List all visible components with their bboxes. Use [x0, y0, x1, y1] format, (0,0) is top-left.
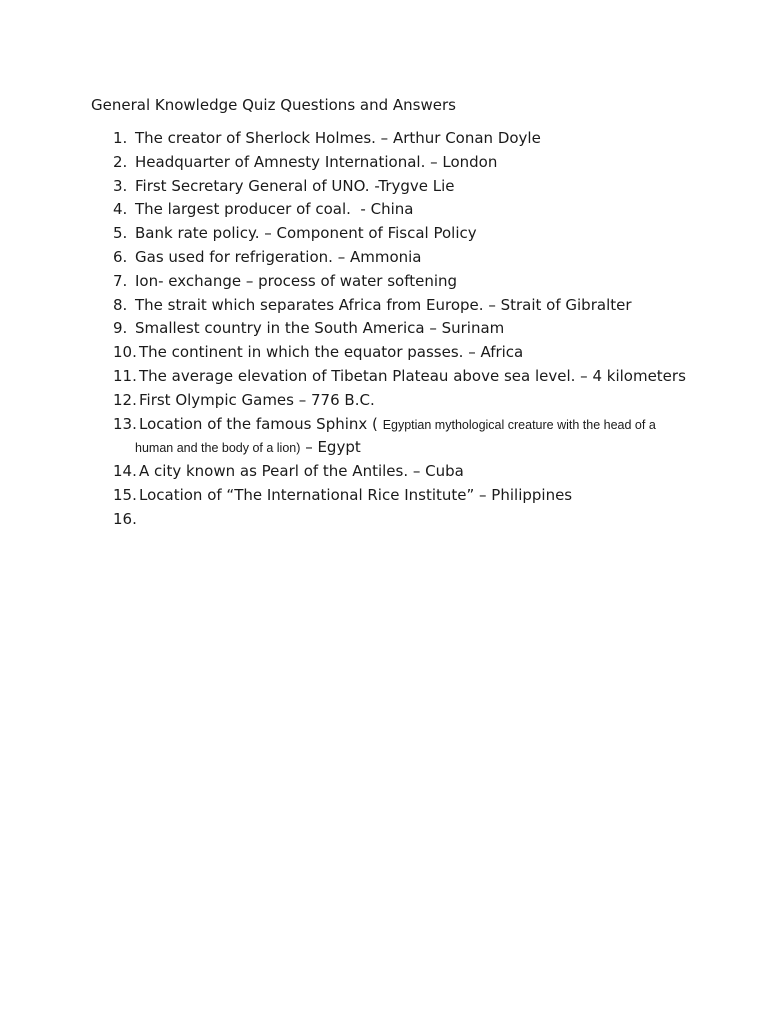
list-item-number: 13.: [113, 414, 137, 433]
list-item: [0, 222, 768, 246]
list-item-number: 12.: [113, 390, 137, 409]
list-item-text: The creator of Sherlock Holmes. – Arthur Conan Doyle: [135, 129, 541, 147]
list-item: [0, 151, 768, 175]
list-item: [0, 294, 768, 318]
list-item: [0, 413, 768, 461]
list-item: [0, 317, 768, 341]
list-item-text: A city known as Pearl of the Antiles. – Cuba: [139, 462, 464, 481]
list-item-number: 5.: [113, 224, 128, 243]
list-item-text: Bank rate policy. – Component of Fiscal Policy: [135, 224, 477, 243]
list-item-number: 3.: [113, 176, 128, 195]
list-item-text: Headquarter of Amnesty International. – London: [135, 152, 498, 171]
list-item: [0, 270, 768, 294]
list-item-text: The strait which separates Africa from Europe. – Strait of Gibralter: [135, 295, 632, 314]
list-item-note-continued: human and the body of a lion): [135, 441, 301, 456]
list-item-number: 15.: [113, 485, 137, 504]
list-item-number: 9.: [113, 319, 128, 338]
list-item-text: The largest producer of coal. - China: [135, 200, 414, 219]
list-item-number: 14.: [113, 462, 137, 481]
list-item-note: Egyptian mythological creature with the head of a: [382, 417, 656, 432]
list-item: [0, 175, 768, 199]
list-item: [0, 389, 768, 413]
list-item-number: 1.: [113, 129, 128, 147]
list-item: [0, 365, 768, 389]
list-item-text: Gas used for refrigeration. – Ammonia: [135, 247, 422, 266]
list-item: [0, 246, 768, 270]
list-item-number: 10.: [113, 343, 137, 362]
list-item-number: 4.: [113, 200, 128, 219]
list-item-text: First Olympic Games – 776 B.C.: [139, 390, 375, 409]
quiz-list: [0, 127, 768, 532]
list-item-text-line2: [135, 436, 361, 461]
list-item-number: 2.: [113, 152, 128, 171]
list-item-text-line1: [139, 413, 656, 438]
list-item: [0, 341, 768, 365]
list-item-number: 7.: [113, 271, 128, 290]
list-item-text: Smallest country in the South America – Surinam: [135, 319, 505, 338]
list-item-number: 8.: [113, 295, 128, 314]
list-item-text: Ion- exchange – process of water softening: [135, 271, 458, 290]
list-item: [0, 508, 768, 532]
list-item-number: 16.: [113, 509, 137, 528]
list-item-text-tail: – Egypt: [305, 438, 361, 457]
list-item: [0, 198, 768, 222]
list-item-number: 11.: [113, 366, 137, 385]
list-item-text-lead: Location of the famous Sphinx (: [139, 414, 378, 433]
list-item-text: First Secretary General of UNO. -Trygve Lie: [135, 176, 455, 195]
list-item-text: The average elevation of Tibetan Plateau above sea level. – 4 kilometers: [139, 366, 686, 385]
list-item-text: Location of “The International Rice Institute” – Philippines: [139, 485, 573, 504]
list-item: [0, 127, 768, 151]
list-item-number: 6.: [113, 247, 128, 266]
list-item: [0, 460, 768, 484]
document-title: General Knowledge Quiz Questions and Answers: [91, 96, 456, 114]
list-item-text: The continent in which the equator passes. – Africa: [139, 343, 524, 362]
list-item: [0, 484, 768, 508]
